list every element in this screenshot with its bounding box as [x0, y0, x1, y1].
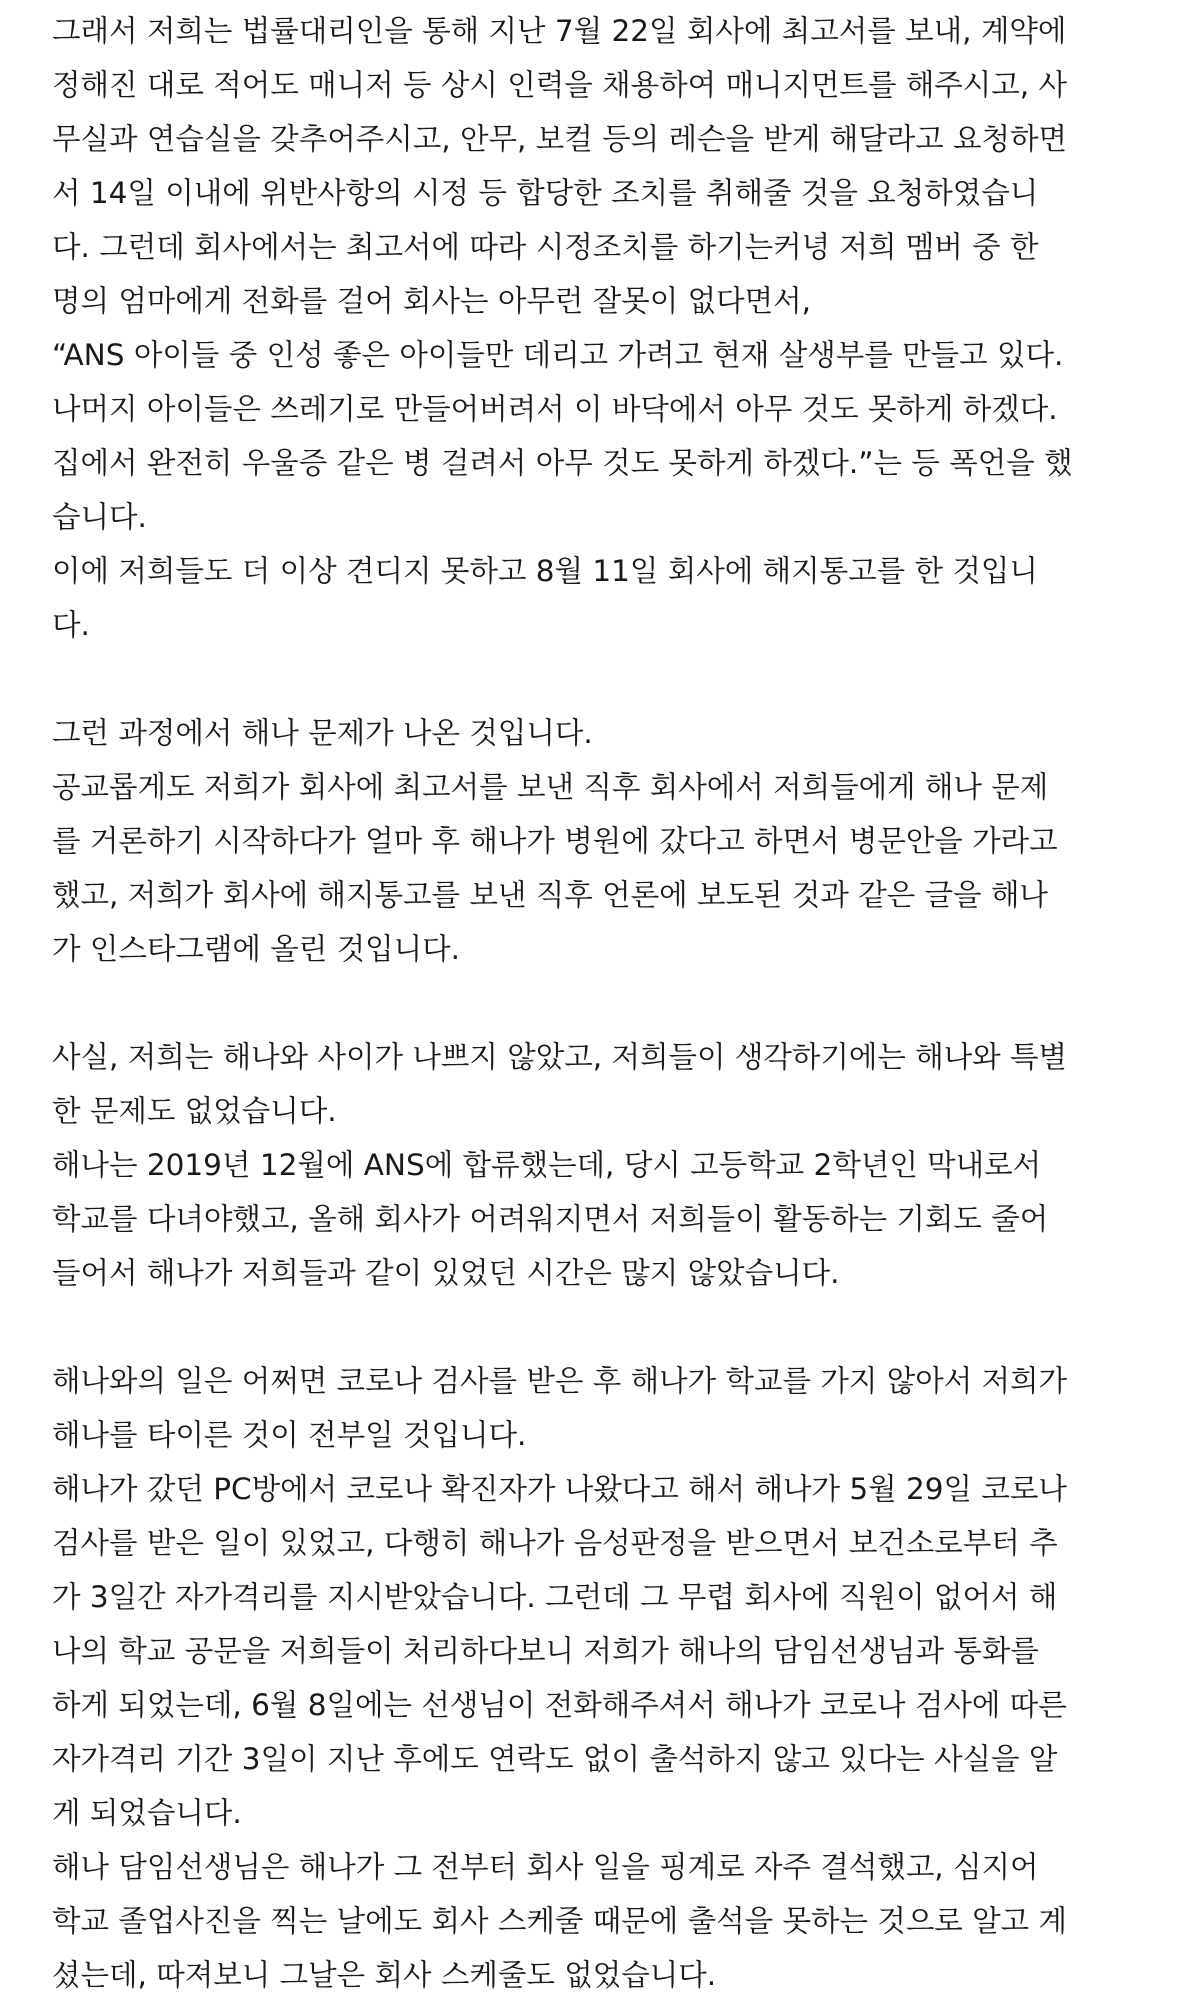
- text-line: 명의 엄마에게 전화를 걸어 회사는 아무런 잘못이 없다면서,: [52, 284, 811, 318]
- paragraph-gap: [52, 976, 1172, 1030]
- text-line: 학교를 다녀야했고, 올해 회사가 어려워지면서 저희들이 활동하는 기회도 줄어: [52, 1202, 1049, 1236]
- text-line: 자가격리 기간 3일이 지난 후에도 연락도 없이 출석하지 않고 있다는 사실을 알: [52, 1742, 1058, 1776]
- text-line: 해나와의 일은 어쩌면 코로나 검사를 받은 후 해나가 학교를 가지 않아서 저희가: [52, 1364, 1068, 1398]
- text-line: 가 인스타그램에 올린 것입니다.: [52, 932, 460, 966]
- text-line: 사실, 저희는 해나와 사이가 나쁘지 않았고, 저희들이 생각하기에는 해나와 특별: [52, 1040, 1068, 1074]
- text-line: 습니다.: [52, 500, 147, 534]
- text-line: 공교롭게도 저희가 회사에 최고서를 보낸 직후 회사에서 저희들에게 해나 문제: [52, 770, 1049, 804]
- text-line: 해나는 2019년 12월에 ANS에 합류했는데, 당시 고등학교 2학년인 막내로서: [52, 1148, 1042, 1182]
- text-line: 나머지 아이들은 쓰레기로 만들어버려서 이 바닥에서 아무 것도 못하게 하겠다.: [52, 392, 1058, 426]
- text-line: 들어서 해나가 저희들과 같이 있었던 시간은 많지 않았습니다.: [52, 1256, 840, 1290]
- paragraph-gap: [52, 1300, 1172, 1354]
- text-line: 그런 과정에서 해나 문제가 나온 것입니다.: [52, 716, 593, 750]
- text-line: 집에서 완전히 우울증 같은 병 걸려서 아무 것도 못하게 하겠다.”는 등 폭언을 했: [52, 446, 1073, 480]
- text-line: 해나 담임선생님은 해나가 그 전부터 회사 일을 핑계로 자주 결석했고, 심지어: [52, 1850, 1039, 1884]
- text-line: 그래서 저희는 법률대리인을 통해 지난 7월 22일 회사에 최고서를 보내, 계약에: [52, 14, 1067, 48]
- text-line: 서 14일 이내에 위반사항의 시정 등 합당한 조치를 취해줄 것을 요청하였습니: [52, 176, 1039, 210]
- text-line: 해나가 갔던 PC방에서 코로나 확진자가 나왔다고 해서 해나가 5월 29일 코로나: [52, 1472, 1067, 1506]
- text-line: 학교 졸업사진을 찍는 날에도 회사 스케줄 때문에 출석을 못하는 것으로 알고 계: [52, 1904, 1068, 1938]
- text-line: 이에 저희들도 더 이상 견디지 못하고 8월 11일 회사에 해지통고를 한 것입니: [52, 554, 1038, 588]
- text-line: 셨는데, 따져보니 그날은 회사 스케줄도 없었습니다.: [52, 1958, 717, 1992]
- text-line: 했고, 저희가 회사에 해지통고를 보낸 직후 언론에 보도된 것과 같은 글을 해나: [52, 878, 1048, 912]
- text-line: 나의 학교 공문을 저희들이 처리하다보니 저희가 해나의 담임선생님과 통화를: [52, 1634, 1039, 1668]
- text-line: 다.: [52, 608, 90, 642]
- document-body: [52, 4, 1172, 2002]
- text-line: 다. 그런데 회사에서는 최고서에 따라 시정조치를 하기는커녕 저희 멤버 중 한: [52, 230, 1039, 264]
- text-line: 하게 되었는데, 6월 8일에는 선생님이 전화해주셔서 해나가 코로나 검사에 따른: [52, 1688, 1067, 1722]
- text-line: 를 거론하기 시작하다가 얼마 후 해나가 병원에 갔다고 하면서 병문안을 가라고: [52, 824, 1058, 858]
- text-line: 한 문제도 없었습니다.: [52, 1094, 337, 1128]
- text-line: “ANS 아이들 중 인성 좋은 아이들만 데리고 가려고 현재 살생부를 만들고 있다.: [52, 338, 1064, 372]
- text-line: 무실과 연습실을 갖추어주시고, 안무, 보컬 등의 레슨을 받게 해달라고 요청하면: [52, 122, 1068, 156]
- paragraph-gap: [52, 652, 1172, 706]
- text-line: 해나를 타이른 것이 전부일 것입니다.: [52, 1418, 527, 1452]
- text-line: 정해진 대로 적어도 매니저 등 상시 인력을 채용하여 매니지먼트를 해주시고, 사: [52, 68, 1068, 102]
- text-line: 게 되었습니다.: [52, 1796, 242, 1830]
- text-line: 검사를 받은 일이 있었고, 다행히 해나가 음성판정을 받으면서 보건소로부터 추: [52, 1526, 1058, 1560]
- text-line: 가 3일간 자가격리를 지시받았습니다. 그런데 그 무렵 회사에 직원이 없어서 해: [52, 1580, 1058, 1614]
